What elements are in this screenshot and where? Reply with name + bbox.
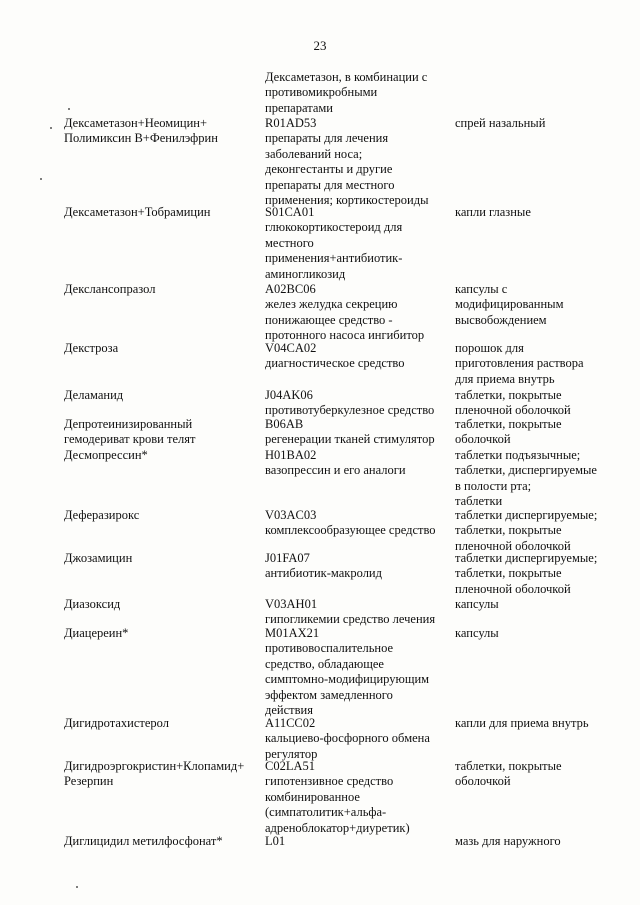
cell-form: [455, 626, 635, 641]
cell-line: капли для приема внутрь: [455, 716, 589, 730]
cell-line: S01CA01: [265, 205, 315, 219]
cell-line: деконгестанты и другие: [265, 162, 393, 177]
cell-line: (симпатолитик+альфа-: [265, 805, 387, 820]
cell-line: V04CA02: [265, 341, 317, 355]
cell-line: таблетки: [455, 494, 503, 509]
cell-name: [64, 834, 254, 849]
cell-line: антибиотик-макролид: [265, 566, 382, 581]
cell-line: таблетки диспергируемые;: [455, 551, 598, 565]
page-number: 23: [313, 38, 327, 53]
cell-line: A11CC02: [265, 716, 316, 730]
cell-name: [64, 448, 254, 463]
cell-line: Дигидротахистерол: [64, 716, 169, 730]
cell-line: препаратами: [265, 100, 333, 115]
cell-name: [64, 205, 254, 220]
cell-line: аминогликозид: [265, 266, 346, 281]
cell-line: диагностическое средство: [265, 356, 405, 371]
cell-line: Депротеинизированный: [64, 417, 193, 431]
cell-line: Деламанид: [64, 388, 124, 402]
cell-line: B06AB: [265, 417, 304, 431]
cell-code: [265, 834, 450, 849]
cell-code: [265, 448, 450, 479]
scan-speck: [50, 127, 52, 129]
cell-line: L01: [265, 834, 286, 848]
cell-line: препараты для лечения: [265, 131, 389, 146]
cell-line: таблетки, покрытые: [455, 388, 562, 402]
scan-speck: [76, 886, 78, 888]
cell-line: Диацереин*: [64, 626, 129, 640]
cell-line: Джозамицин: [64, 551, 133, 565]
cell-line: местного: [265, 235, 314, 250]
cell-line: противовоспалительное: [265, 641, 394, 656]
cell-form: [455, 341, 635, 387]
cell-code: [265, 116, 450, 208]
cell-line: Дигидроэргокристин+Клопамид+: [64, 759, 245, 773]
cell-line: Дексаметазон+Тобрамицин: [64, 205, 211, 219]
cell-line: таблетки, покрытые: [455, 566, 562, 581]
cell-line: таблетки диспергируемые;: [455, 508, 598, 522]
cell-line: V03AH01: [265, 597, 318, 611]
cell-line: высвобождением: [455, 312, 547, 327]
cell-line: гипогликемии средство лечения: [265, 612, 436, 627]
cell-line: M01AX21: [265, 626, 320, 640]
cell-line: мазь для наружного: [455, 834, 561, 848]
cell-form: [455, 388, 635, 419]
cell-line: пленочной оболочкой: [455, 403, 571, 418]
cell-line: средство, обладающее: [265, 656, 384, 671]
cell-code: [265, 341, 450, 372]
scan-speck: [68, 108, 70, 110]
cell-code: [265, 597, 450, 628]
cell-line: действия: [265, 703, 313, 718]
cell-code: [265, 759, 450, 836]
cell-line: эффектом замедленного: [265, 687, 393, 702]
cell-line: гемодериват крови телят: [64, 432, 196, 447]
cell-form: [455, 116, 635, 131]
cell-line: глюкокортикостероид для: [265, 220, 403, 235]
cell-line: заболеваний носа;: [265, 146, 363, 161]
cell-line: спрей назальный: [455, 116, 546, 130]
cell-code: [265, 70, 450, 116]
cell-code: [265, 388, 450, 419]
cell-line: порошок для: [455, 341, 524, 355]
cell-code: [265, 716, 450, 762]
cell-line: R01AD53: [265, 116, 317, 130]
cell-name: [64, 597, 254, 612]
cell-line: капли глазные: [455, 205, 531, 219]
cell-line: Деферазирокс: [64, 508, 140, 522]
cell-line: Декслансопразол: [64, 282, 156, 296]
cell-name: [64, 716, 254, 731]
cell-line: применения+антибиотик-: [265, 251, 403, 266]
cell-code: [265, 417, 450, 448]
cell-form: [455, 551, 635, 597]
cell-form: [455, 448, 635, 510]
cell-line: Резерпин: [64, 774, 114, 789]
cell-name: [64, 551, 254, 566]
cell-line: J01FA07: [265, 551, 310, 565]
cell-code: [265, 282, 450, 344]
cell-form: [455, 834, 635, 849]
cell-line: таблетки, покрытые: [455, 759, 562, 773]
cell-line: препараты для местного: [265, 177, 395, 192]
cell-line: Дексаметазон, в комбинации с: [265, 70, 428, 84]
cell-form: [455, 417, 635, 448]
cell-name: [64, 388, 254, 403]
cell-line: противотуберкулезное средство: [265, 403, 435, 418]
cell-line: оболочкой: [455, 774, 511, 789]
cell-code: [265, 508, 450, 539]
cell-line: A02BC06: [265, 282, 316, 296]
cell-line: желез желудка секрецию: [265, 297, 398, 312]
cell-line: Диазоксид: [64, 597, 121, 611]
scan-speck: [40, 178, 42, 180]
cell-line: гипотензивное средство: [265, 774, 394, 789]
cell-line: применения; кортикостероиды: [265, 193, 429, 208]
cell-line: таблетки подъязычные;: [455, 448, 581, 462]
cell-line: в полости рта;: [455, 478, 532, 493]
cell-line: H01BA02: [265, 448, 317, 462]
cell-line: Дексаметазон+Неомицин+: [64, 116, 208, 130]
cell-line: V03AC03: [265, 508, 317, 522]
cell-line: кальциево-фосфорного обмена: [265, 731, 430, 746]
cell-line: капсулы: [455, 626, 499, 640]
cell-line: регенерации тканей стимулятор: [265, 432, 435, 447]
cell-line: капсулы с: [455, 282, 508, 296]
cell-form: [455, 759, 635, 790]
cell-line: адреноблокатор+диуретик): [265, 820, 410, 835]
cell-line: симптомно-модифицирующим: [265, 672, 430, 687]
cell-line: таблетки, диспергируемые: [455, 463, 597, 478]
cell-line: J04AK06: [265, 388, 313, 402]
cell-name: [64, 282, 254, 297]
cell-line: таблетки, покрытые: [455, 417, 562, 431]
cell-line: оболочкой: [455, 432, 511, 447]
cell-name: [64, 341, 254, 356]
cell-line: регулятор: [265, 746, 318, 761]
cell-line: понижающее средство -: [265, 312, 393, 327]
cell-form: [455, 205, 635, 220]
cell-line: пленочной оболочкой: [455, 538, 571, 553]
cell-code: [265, 205, 450, 282]
cell-name: [64, 759, 254, 790]
cell-line: Десмопрессин*: [64, 448, 148, 462]
cell-line: комбинированное: [265, 789, 360, 804]
cell-line: противомикробными: [265, 85, 378, 100]
cell-line: протонного насоса ингибитор: [265, 328, 425, 343]
cell-code: [265, 626, 450, 718]
cell-line: Полимиксин В+Фенилэфрин: [64, 131, 218, 146]
cell-line: для приема внутрь: [455, 371, 555, 386]
cell-form: [455, 716, 635, 731]
cell-code: [265, 551, 450, 582]
cell-line: модифицированным: [455, 297, 564, 312]
cell-name: [64, 116, 254, 147]
cell-form: [455, 508, 635, 554]
cell-line: капсулы: [455, 597, 499, 611]
cell-form: [455, 282, 635, 328]
cell-name: [64, 417, 254, 448]
cell-line: C02LA51: [265, 759, 315, 773]
cell-line: пленочной оболочкой: [455, 581, 571, 596]
cell-form: [455, 597, 635, 612]
cell-line: приготовления раствора: [455, 356, 584, 371]
cell-line: таблетки, покрытые: [455, 523, 562, 538]
cell-line: вазопрессин и его аналоги: [265, 463, 406, 478]
cell-line: Диглицидил метилфосфонат*: [64, 834, 223, 848]
cell-line: Декстроза: [64, 341, 119, 355]
cell-name: [64, 508, 254, 523]
cell-name: [64, 626, 254, 641]
cell-line: комплексообразующее средство: [265, 523, 436, 538]
